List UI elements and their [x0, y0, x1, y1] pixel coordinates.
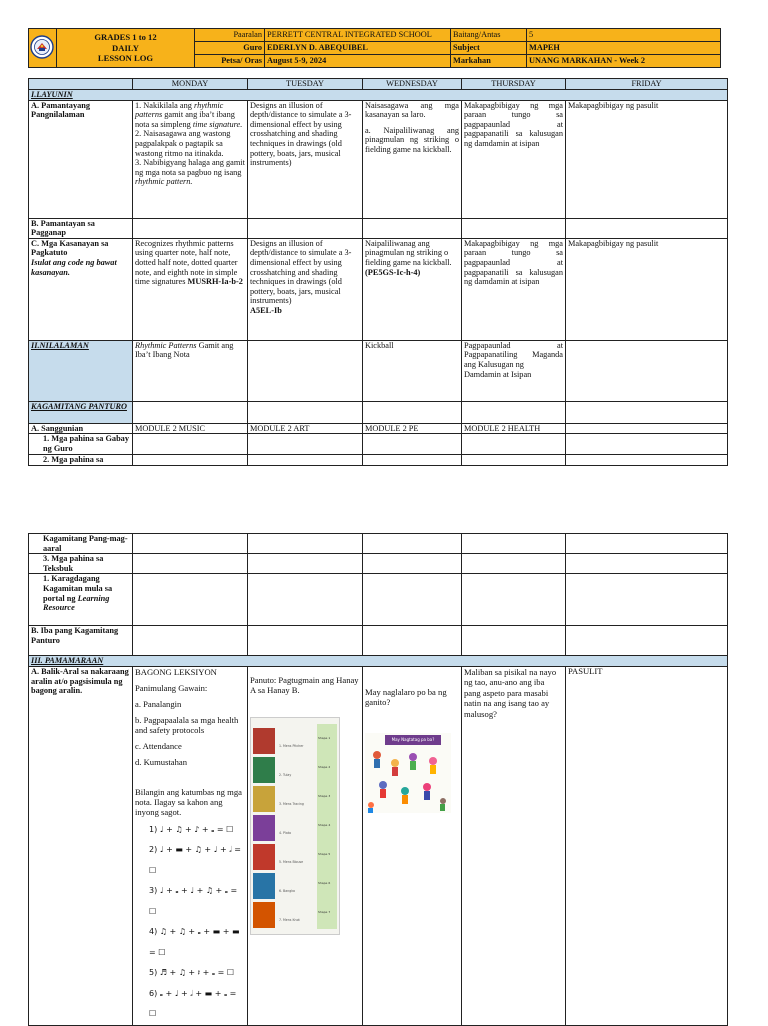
- dll-title: GRADES 1 to 12 DAILY LESSON LOG: [57, 29, 195, 68]
- match-item-b: Shape 6: [318, 880, 331, 885]
- cell-c-tuesday: Designs an illusion of depth/distance to simulate a 3-dimensional effect by using crosshatching and shading techniques in drawings (old pottery, boats, jars, musical instruments) A5EL-Ib: [248, 238, 363, 340]
- match-item-a: 6. Bangka: [279, 888, 295, 893]
- lesson-table-page2: [28, 533, 727, 1026]
- section-nilalaman: II.NILALAMAN: [29, 340, 133, 401]
- row-label-kasanayan: C. Mga Kasanayan sa Pagkatuto Isulat ang code ng bawat kasanayan.: [29, 238, 133, 340]
- note-row: 6) 𝅝 + ♩ + 𝅗𝅥 + ▬ + 𝅝 = ☐: [149, 988, 237, 1019]
- markahan-value: UNANG MARKAHAN - Week 2: [527, 55, 721, 68]
- cell-balik-thursday: Maliban sa pisikal na nayo ng tao, anu-ano ang iba pang aspeto para masabi natin na ang isang tao ay malusog?: [462, 666, 566, 1025]
- cell-balik-monday: BAGONG LEKSIYON Panimulang Gawain: a. Panalangin b. Pagpapaalala sa mga health and safety protocols c. Attendance d. Kumustahan Bilangin ang katumbas ng mga nota. Ilagay sa kahon ang inyong sagot. 1) ♩ + ♫ + ♪ + 𝅝 = ☐ 2) ♩ + ▬ + ♫ + ♩ + 𝅗𝅥 = ☐ 3) ♩ + 𝅝 + ♩ + ♫ + 𝅝 = ☐ 4) ♫ + ♫ + 𝅝 + ▬ + ▬ = ☐ 5) ♬ + ♫ + 𝄽 + 𝅝 = ☐ 6) 𝅝 + ♩ + 𝅗𝅥 + ▬ + 𝅝 = ☐: [133, 666, 248, 1025]
- match-item-a: 2. Tulay: [279, 772, 292, 777]
- day-header-wednesday: WEDNESDAY: [363, 79, 462, 90]
- row-label-karagdagang-kagamitan: 1. Karagdagang Kagamitan mula sa portal ng Learning Resource: [29, 574, 133, 626]
- row-label-mga-pahina: 2. Mga pahina sa: [29, 454, 133, 465]
- cell-c-friday: Makapagbibigay ng pasulit: [566, 238, 728, 340]
- cell-balik-wednesday: May naglalaro po ba ng ganito? May Nagtatag pa ba?: [363, 666, 462, 1025]
- cell-a-wednesday: Naisasagawa ang mga kasanayan sa laro. a. Naipaliliwanag ang pinagmulan ng striking o fielding game na kickball.: [363, 100, 462, 218]
- match-item-a: 4. Plato: [279, 830, 292, 835]
- cell-a-thursday: Makapagbibigay ng mga paraan tungo sa pagpapaunlad at pagpapanatili sa kalusugan ng damdamin at isipan: [462, 100, 566, 218]
- cell-sanggunian-wednesday: MODULE 2 PE: [363, 423, 462, 434]
- cell-sanggunian-tuesday: MODULE 2 ART: [248, 423, 363, 434]
- deped-seal-icon: [30, 35, 54, 59]
- row-label-sanggunian: A. Sanggunian: [29, 423, 133, 434]
- section-layunin: I.LAYUNIN: [29, 90, 728, 101]
- children-games-image: [365, 733, 451, 813]
- cell-balik-friday: PASULIT: [566, 666, 728, 1025]
- note-value-exercise: [149, 820, 245, 1025]
- lesson-table-page1: [28, 78, 727, 466]
- row-label-pamantayan-sa-pagganap: B. Pamantayan sa Pagganap: [29, 218, 133, 238]
- day-header-friday: FRIDAY: [566, 79, 728, 90]
- petsa-label: Petsa/ Oras: [195, 55, 265, 68]
- paaralan-value: PERRETT CENTRAL INTEGRATED SCHOOL: [265, 29, 451, 42]
- note-row: 5) ♬ + ♫ + 𝄽 + 𝅝 = ☐: [149, 968, 235, 978]
- section-kagamitang-panturo: KAGAMITANG PANTURO: [29, 401, 133, 423]
- row-label-kagamitang-pang-mag-aaral: Kagamitang Pang-mag-aaral: [29, 534, 133, 554]
- petsa-value: August 5-9, 2024: [265, 55, 451, 68]
- match-item-b: Shape 2: [318, 764, 331, 769]
- day-header-monday: MONDAY: [133, 79, 248, 90]
- row-label-teksbuk: 3. Mga pahina sa Teksbuk: [29, 554, 133, 574]
- note-row: 2) ♩ + ▬ + ♫ + ♩ + 𝅗𝅥 = ☐: [149, 845, 241, 875]
- matching-exercise-image: [250, 717, 340, 935]
- baitang-label: Baitang/Antas: [451, 29, 527, 42]
- header-table: [28, 28, 721, 68]
- match-item-a: 5. Mens Blouse: [279, 859, 304, 864]
- section-pamamaraan: III. PAMAMARAAN: [29, 656, 728, 667]
- subject-value: MAPEH: [527, 42, 721, 55]
- match-item-b: Shape 4: [318, 822, 331, 827]
- match-item-b: Shape 7: [318, 909, 331, 914]
- guro-value: EDERLYN D. ABEQUIBEL: [265, 42, 451, 55]
- day-header-tuesday: TUESDAY: [248, 79, 363, 90]
- poster-title: May Nagtatag pa ba?: [385, 735, 441, 745]
- header-block: [28, 28, 720, 68]
- paaralan-label: Paaralan: [195, 29, 265, 42]
- cell-c-wednesday: Naipaliliwanag ang pinagmulan ng striking o fielding game na kickball. (PE5GS-Ic-h-4): [363, 238, 462, 340]
- cell-a-monday: 1. Nakikilala ang rhythmic patterns gamit ang iba’t ibang nota sa simpleng time signature. 2. Naisasagawa ang wastong pagpalakpak o pagtapik sa wastong ritmo na itinakda. 3. Nabibigyang halaga ang gamit ng mga nota sa pagbuo ng isang rhythmic pattern.: [133, 100, 248, 218]
- match-item-a: 3. Mens Tracing: [279, 801, 304, 806]
- match-item-a: 7. Mens Knot: [279, 917, 300, 922]
- cell-nilalaman-thursday: Pagpapaunlad at Pagpapanatiling Maganda ang Kalusugan ng Damdamin at Isipan: [462, 340, 566, 401]
- subject-label: Subject: [451, 42, 527, 55]
- guro-label: Guro: [195, 42, 265, 55]
- cell-sanggunian-thursday: MODULE 2 HEALTH: [462, 423, 566, 434]
- cell-a-tuesday: Designs an illusion of depth/distance to simulate a 3-dimensional effect by using crosshatching and shading techniques in drawings (old pottery, boats, jars, musical instruments): [248, 100, 363, 218]
- deped-logo-cell: [29, 29, 57, 68]
- match-item-b: Shape 1: [318, 735, 331, 740]
- day-header-thursday: THURSDAY: [462, 79, 566, 90]
- cell-a-friday: Makapagbibigay ng pasulit: [566, 100, 728, 218]
- cell-nilalaman-monday: Rhythmic Patterns Gamit ang Iba’t Ibang Nota: [133, 340, 248, 401]
- row-label-balik-aral: A. Balik-Aral sa nakaraang aralin at/o pagsisimula ng bagong aralin.: [29, 666, 133, 1025]
- row-label-iba-pang-kagamitan: B. Iba pang Kagamitang Panturo: [29, 626, 133, 656]
- cell-nilalaman-wednesday: Kickball: [363, 340, 462, 401]
- cell-c-monday: Recognizes rhythmic patterns using quarter note, half note, dotted half note, dotted quarter note, and eighth note in simple time signatures MUSRH-Ia-b-2: [133, 238, 248, 340]
- cell-c-thursday: Makapagbibigay ng mga paraan tungo sa pagpapaunlad at pagpapanatili sa kalusugan ng damdamin at isipan: [462, 238, 566, 340]
- match-item-a: 1. Mens Pitcher: [279, 743, 304, 748]
- children-playing-illustration: [365, 733, 451, 813]
- match-item-b: Shape 3: [318, 793, 331, 798]
- baitang-value: 5: [527, 29, 721, 42]
- note-row: 3) ♩ + 𝅝 + ♩ + ♫ + 𝅝 = ☐: [149, 886, 238, 916]
- cell-balik-tuesday: Panuto: Pagtugmain ang Hanay A sa Hanay B. 1. Mens Pitcher 2. Tulay 3. Mens Tracing 4. Plato 5. Mens Blouse 6. Bangka 7. Mens Knot Shape 1 Shape 2 Shape 3 Shape 4 Shape 5 Shape 6 Shape 7: [248, 666, 363, 1025]
- cell-sanggunian-monday: MODULE 2 MUSIC: [133, 423, 248, 434]
- match-item-b: Shape 5: [318, 851, 331, 856]
- note-row: 4) ♫ + ♫ + 𝅝 + ▬ + ▬ = ☐: [149, 927, 240, 957]
- row-label-gabay-ng-guro: 1. Mga pahina sa Gabay ng Guro: [29, 434, 133, 454]
- row-label-pamantayang-pangnilalaman: A. Pamantayang Pangnilalaman: [29, 100, 133, 218]
- markahan-label: Markahan: [451, 55, 527, 68]
- note-row: 1) ♩ + ♫ + ♪ + 𝅝 = ☐: [149, 824, 234, 834]
